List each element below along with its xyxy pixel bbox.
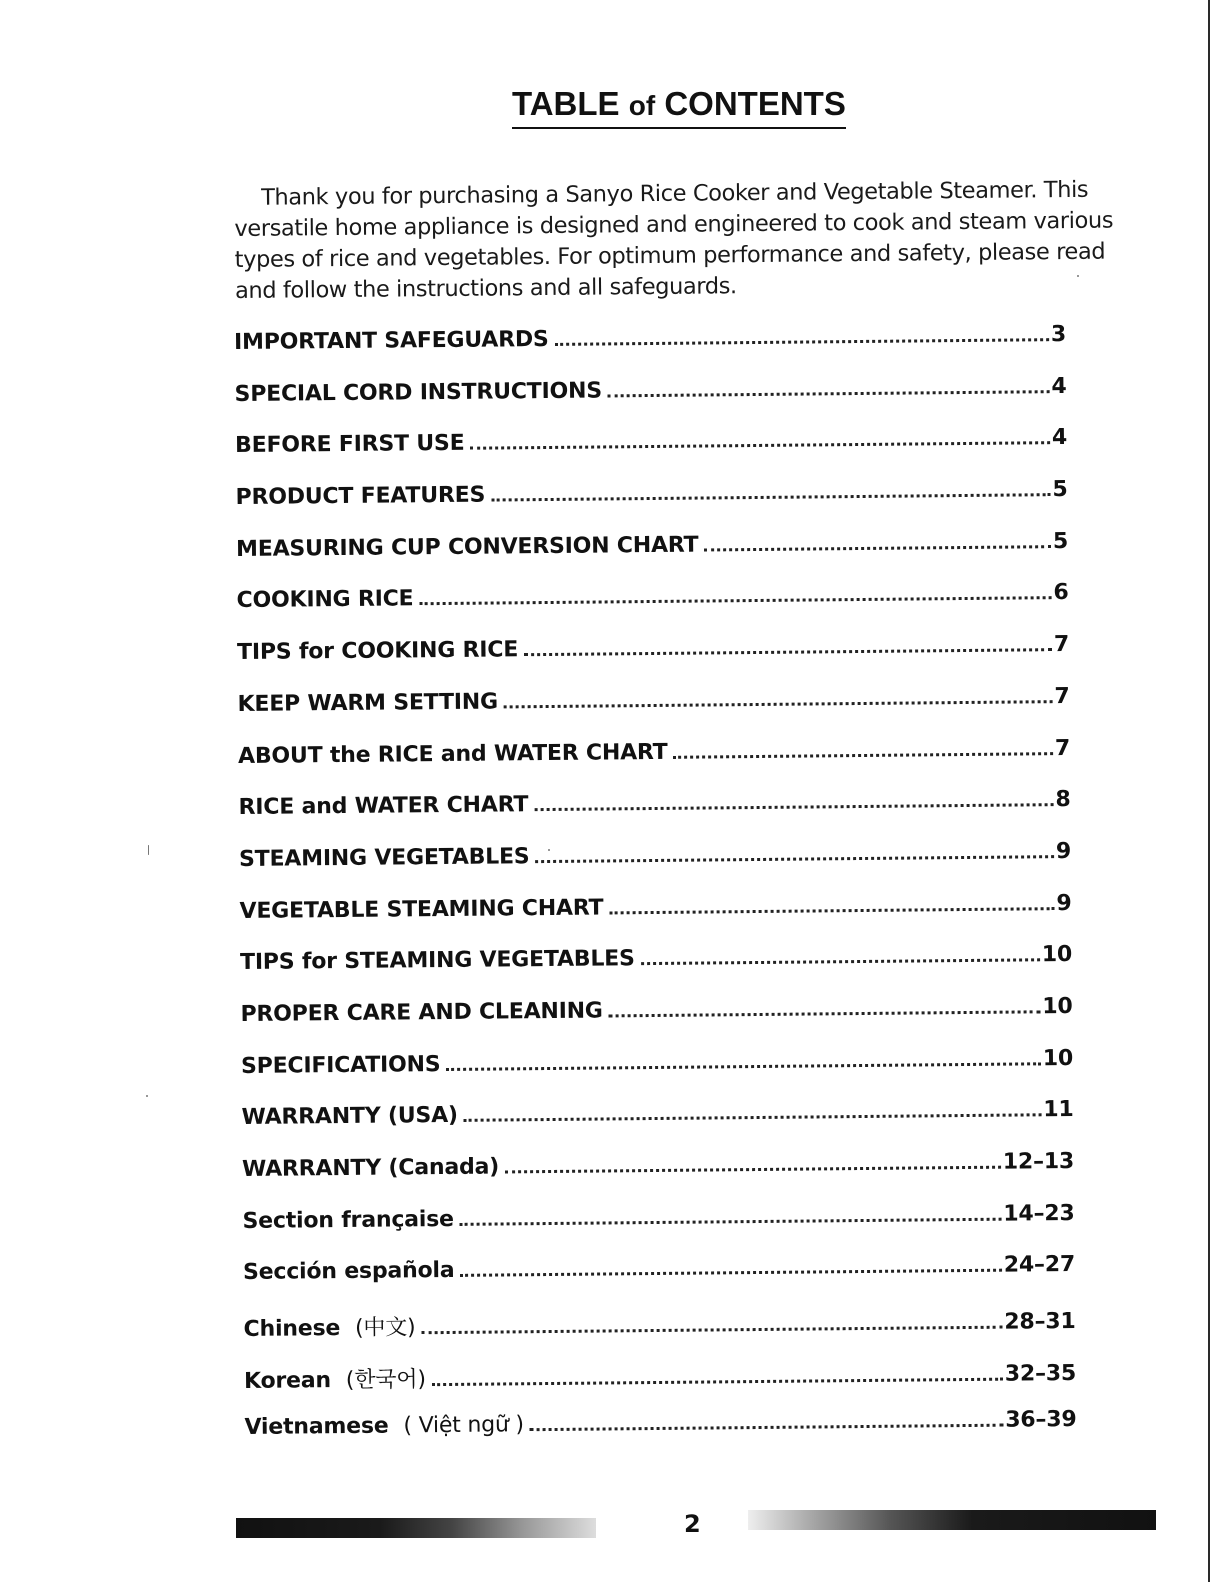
toc-entry-label [236,587,419,614]
title-part-of: of [628,90,656,121]
toc-entry [234,322,1066,382]
toc-list [234,322,1077,1467]
toc-dot-leader [609,907,1054,914]
toc-dot-leader [419,597,1051,606]
page-title [512,84,846,129]
toc-entry-label [241,1103,463,1130]
toc-entry-title: WARRANTY (USA) [241,1103,458,1131]
toc-entry-script: (한국어) [345,1366,426,1393]
toc-entry-title: Section française [242,1206,454,1234]
scan-speck [146,1095,148,1097]
toc-dot-leader [555,338,1049,346]
toc-dot-leader [504,700,1053,708]
toc-entry-page: 9 [1056,890,1072,916]
toc-dot-leader [446,1062,1040,1071]
toc-entry-label [238,792,534,820]
toc-entry-page: 10 [1042,993,1073,1020]
toc-entry-page: 4 [1051,373,1067,399]
toc-dot-leader [704,545,1051,551]
toc-entry-page: 28–31 [1004,1309,1076,1335]
toc-entry [238,787,1070,847]
toc-entry [239,839,1071,899]
toc-entry-title: BEFORE FIRST USE [234,431,465,459]
toc-entry-title: VEGETABLE STEAMING CHART [239,895,604,924]
toc-entry-label [243,1310,421,1343]
toc-entry [235,425,1067,485]
toc-entry-title: Korean [243,1367,332,1394]
toc-entry [238,735,1070,795]
toc-entry-page: 10 [1042,1045,1074,1071]
scan-speck [148,845,149,855]
toc-entry-page: 10 [1041,942,1073,968]
scan-speck [548,849,550,851]
toc-dot-leader [460,1269,1001,1277]
toc-dot-leader [460,1217,1001,1225]
toc-entry-script: ( Việt ngữ ) [403,1412,525,1439]
toc-entry [243,1304,1075,1364]
intro-paragraph: Thank you for purchasing a Sanyo Rice Cooker and Vegetable Steamer. This versatile home appliance is designed and engineered to cook and steam various types of rice and vegetables. For optimum performance and safety, please read and follow the instructions and all safeguards. [234,176,1114,304]
toc-entry-page: 7 [1054,735,1071,761]
toc-entry [237,684,1069,744]
toc-entry [237,632,1069,692]
toc-entry-title: SPECIAL CORD INSTRUCTIONS [234,378,603,407]
toc-entry-title: TIPS for COOKING RICE [236,637,519,666]
toc-entry [244,1356,1076,1416]
toc-entry-page: 14–23 [1003,1200,1075,1227]
toc-entry [241,1046,1073,1106]
toc-entry-page: 36–39 [1005,1407,1077,1434]
toc-entry-label [237,689,504,717]
toc-entry-title: WARRANTY (Canada) [241,1154,500,1182]
footer-bar-left [236,1518,596,1538]
toc-entry-label [240,946,641,975]
toc-dot-leader [505,1166,1001,1174]
footer-bar-right [748,1510,1156,1530]
toc-dot-leader [432,1377,1003,1385]
toc-entry-page: 9 [1055,838,1072,865]
toc-entry-title: Sección española [242,1258,455,1286]
toc-entry [236,529,1068,589]
toc-entry-title: COOKING RICE [236,586,414,614]
toc-dot-leader [534,803,1053,811]
toc-entry-label [234,378,608,407]
toc-entry-label [238,739,674,768]
toc-entry-label [234,327,555,355]
toc-entry-page: 11 [1043,1097,1074,1123]
toc-entry-label [242,1207,460,1234]
toc-entry-label [244,1362,432,1395]
toc-entry-page: 4 [1051,425,1068,451]
toc-entry [234,374,1066,434]
toc-entry-title: TIPS for STEAMING VEGETABLES [239,946,635,976]
toc-entry-title: KEEP WARM SETTING [237,689,499,717]
toc-dot-leader [464,1114,1042,1123]
toc-entry [239,891,1071,951]
toc-entry-title: Vietnamese [244,1414,389,1441]
toc-entry-title: Chinese [243,1316,341,1343]
toc-dot-leader [609,1010,1041,1017]
toc-dot-leader [641,959,1040,966]
toc-entry-label [244,1413,530,1441]
toc-dot-leader [608,390,1050,397]
toc-dot-leader [524,648,1052,656]
toc-entry-title: PROPER CARE AND CLEANING [240,998,603,1027]
toc-entry-label [241,1052,447,1079]
title-part-table: TABLE [512,85,620,122]
toc-entry-label [237,637,524,665]
toc-dot-leader [674,752,1053,759]
toc-dot-leader [421,1326,1002,1335]
toc-entry [242,1149,1074,1209]
toc-entry-label [235,483,491,510]
toc-entry-label [240,998,608,1027]
toc-entry-page: 12–13 [1002,1148,1075,1175]
toc-entry [240,942,1072,1002]
toc-entry-page: 32–35 [1004,1360,1077,1387]
toc-entry-title: ABOUT the RICE and WATER CHART [237,739,668,769]
toc-entry-label [235,431,471,458]
scan-speck [1077,275,1079,277]
toc-entry [236,580,1068,640]
toc-entry [244,1407,1076,1467]
toc-entry-page: 3 [1050,322,1067,348]
toc-entry-title: PRODUCT FEATURES [235,482,486,511]
toc-entry-page: 24–27 [1003,1252,1076,1279]
page-number: 2 [684,1510,701,1538]
toc-dot-leader [530,1424,1003,1432]
toc-entry-label [239,895,609,924]
toc-entry-page: 7 [1054,683,1070,709]
toc-entry-page: 7 [1053,632,1070,658]
toc-entry-title: RICE and WATER CHART [238,792,529,821]
toc-entry [235,477,1067,537]
toc-entry-page: 8 [1055,787,1071,813]
toc-entry-title: MEASURING CUP CONVERSION CHART [235,532,699,562]
toc-dot-leader [491,493,1050,501]
toc-entry [241,1097,1073,1157]
toc-entry-title: STEAMING VEGETABLES [238,844,530,872]
toc-entry-title: IMPORTANT SAFEGUARDS [234,326,549,355]
toc-entry-label [242,1154,505,1182]
toc-entry-page: 5 [1052,477,1068,503]
page-edge-line [1208,0,1210,1582]
toc-dot-leader [536,855,1054,863]
toc-entry-page: 5 [1052,528,1069,554]
toc-entry-page: 6 [1053,580,1069,606]
toc-entry-label [239,844,536,872]
toc-dot-leader [470,442,1050,451]
toc-entry [240,994,1072,1054]
toc-entry [242,1201,1074,1261]
toc-entry [243,1252,1075,1312]
toc-entry-label [236,532,705,561]
toc-entry-label [243,1258,461,1285]
toc-entry-script: (中文) [354,1315,416,1341]
toc-entry-title: SPECIFICATIONS [240,1051,441,1079]
title-part-contents: CONTENTS [664,85,846,122]
